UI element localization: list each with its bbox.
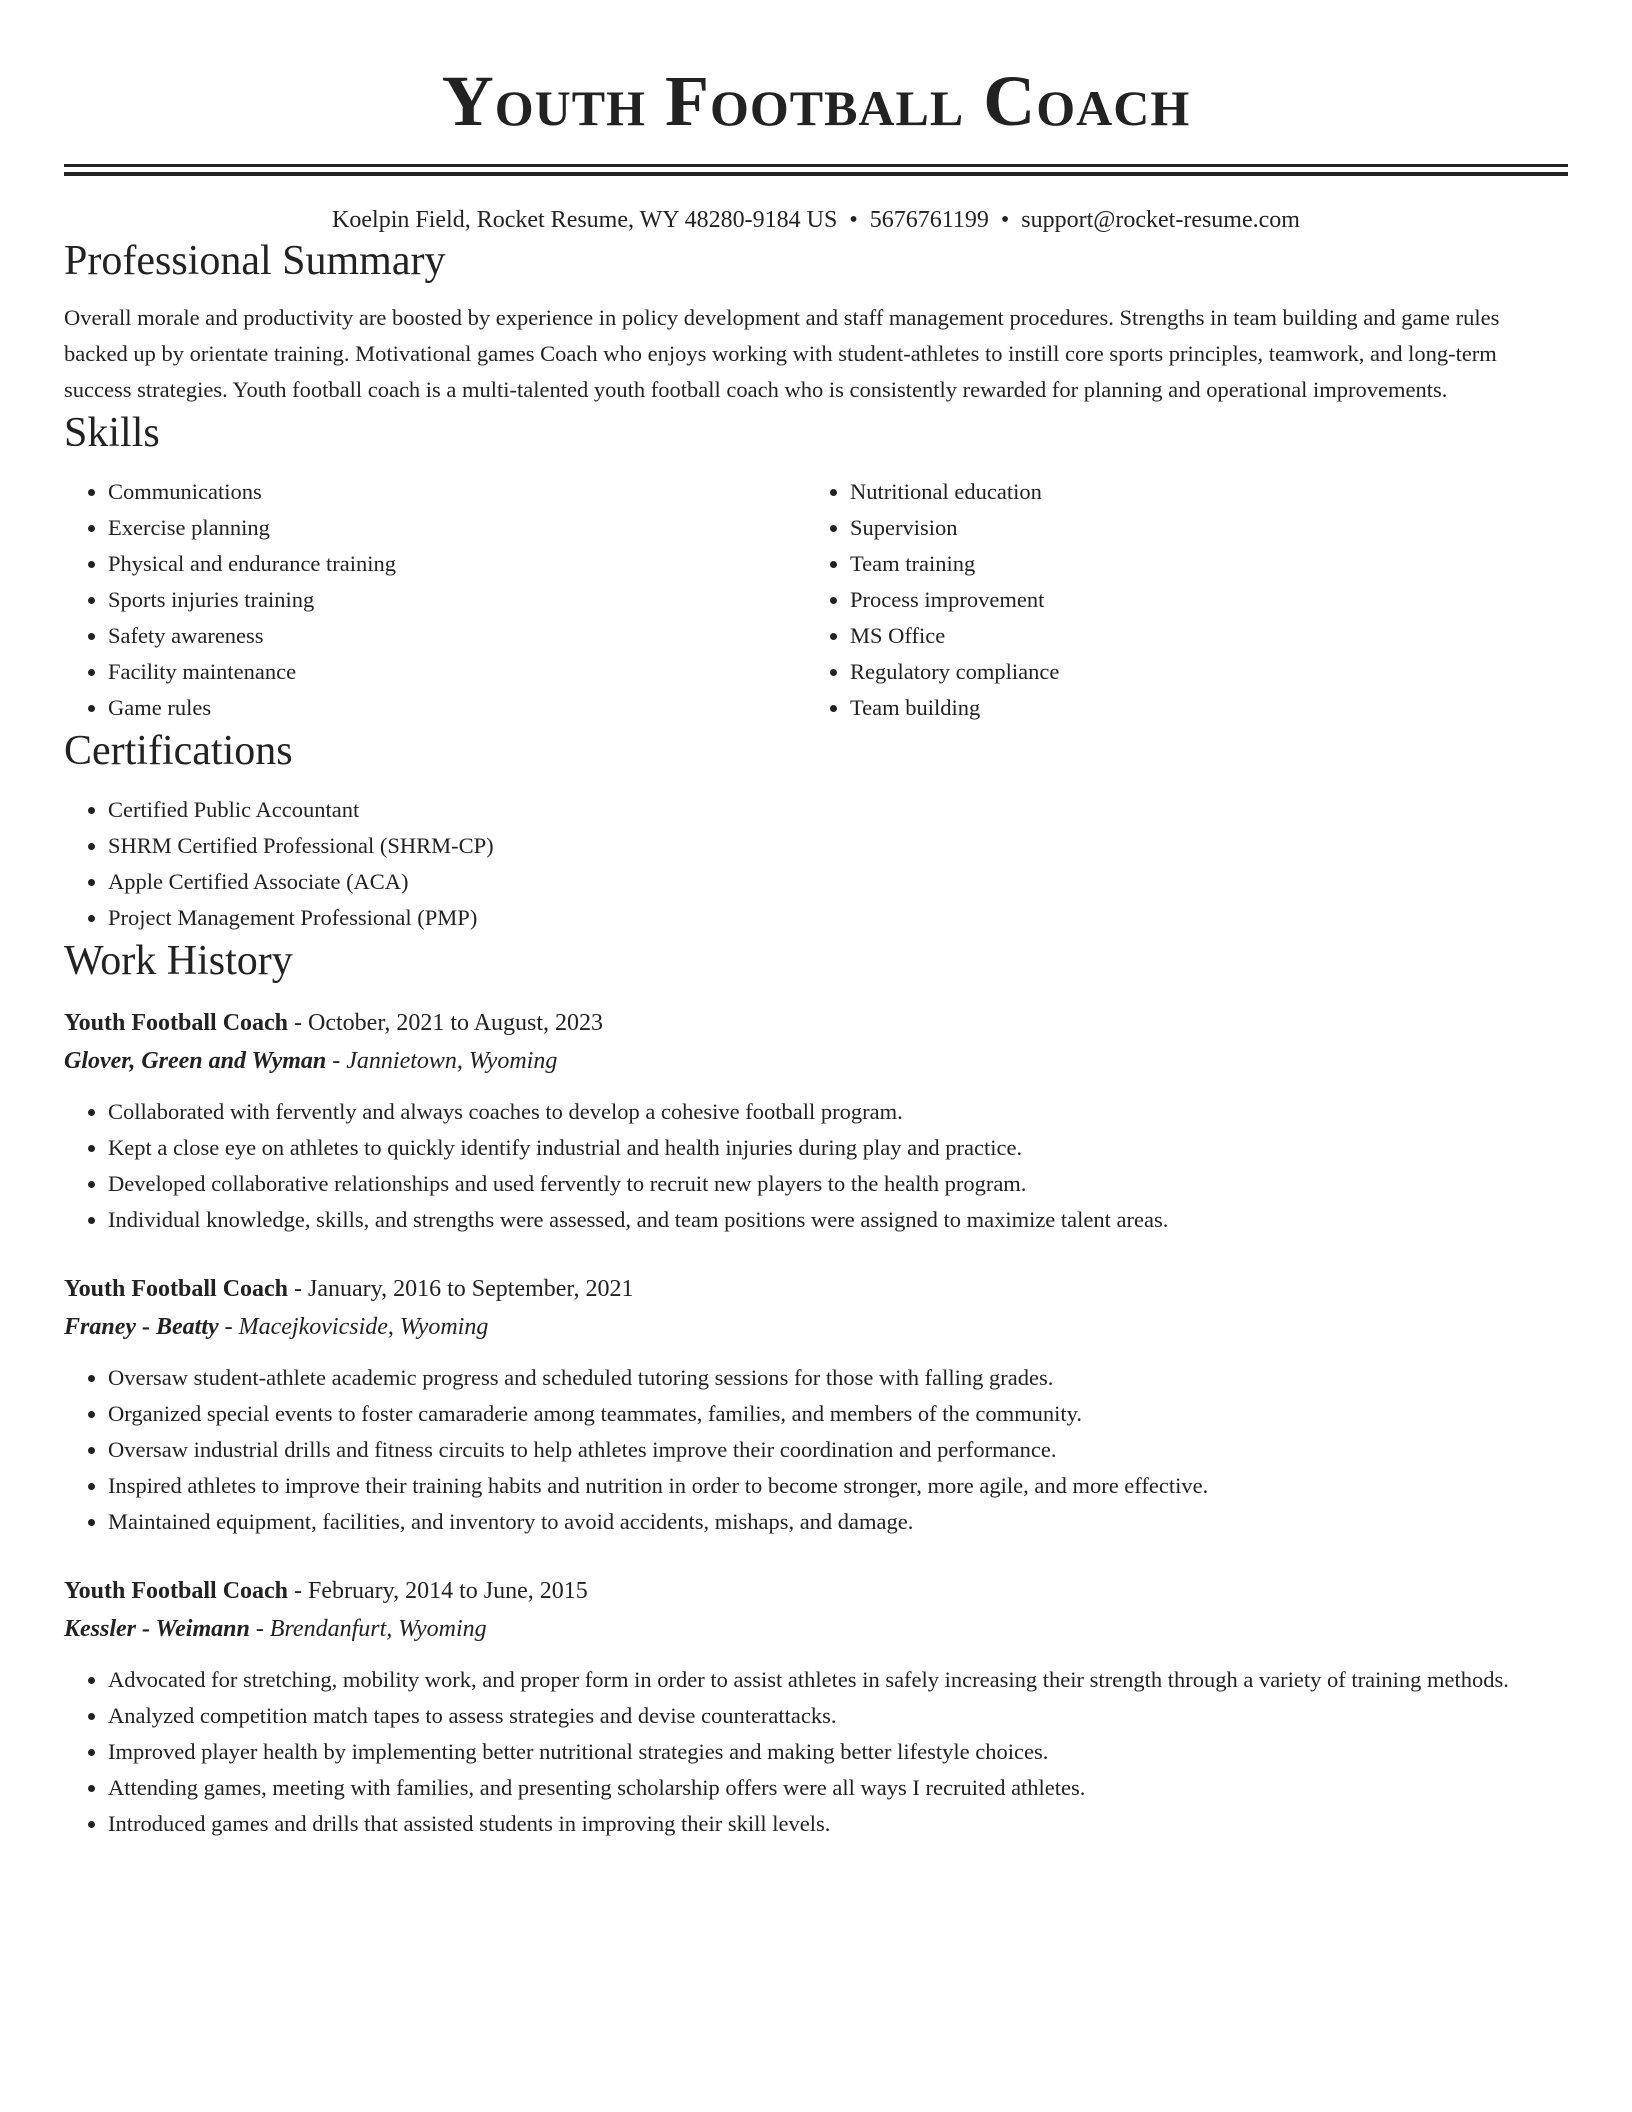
job-dates: - January, 2016 to September, 2021 xyxy=(288,1276,634,1302)
skill-item: • Game rules xyxy=(108,690,806,726)
job-dates: - October, 2021 to August, 2023 xyxy=(288,1010,604,1036)
job-company: Kessler - Weimann xyxy=(64,1616,250,1642)
certification-item: • SHRM Certified Professional (SHRM-CP) xyxy=(108,828,1568,864)
job-title: Youth Football Coach xyxy=(64,1578,289,1604)
certification-item: • Project Management Professional (PMP) xyxy=(108,900,1568,936)
job-bullet: • Attending games, meeting with families, and presenting scholarship offers were all ways I recruited athletes. xyxy=(108,1770,1568,1806)
job-entry xyxy=(64,1004,1568,1238)
job-bullets xyxy=(64,1360,1568,1540)
job-entry xyxy=(64,1572,1568,1842)
contact-info xyxy=(64,204,1568,236)
certification-item: • Apple Certified Associate (ACA) xyxy=(108,864,1568,900)
job-bullet: • Analyzed competition match tapes to assess strategies and devise counterattacks. xyxy=(108,1698,1568,1734)
skills-grid xyxy=(64,474,1568,726)
skills-heading: Skills xyxy=(64,410,160,456)
contact-phone: 5676761199 xyxy=(869,207,989,233)
job-bullet: • Maintained equipment, facilities, and inventory to avoid accidents, mishaps, and damage. xyxy=(108,1504,1568,1540)
job-bullet: • Collaborated with fervently and always coaches to develop a cohesive football program. xyxy=(108,1094,1568,1130)
job-company: Franey - Beatty xyxy=(64,1314,219,1340)
job-company: Glover, Green and Wyman xyxy=(64,1048,327,1074)
job-location: - Brendanfurt, Wyoming xyxy=(249,1616,487,1642)
certification-item: • Certified Public Accountant xyxy=(108,792,1568,828)
job-company-line xyxy=(64,1610,1568,1648)
job-company-line xyxy=(64,1042,1568,1080)
summary-heading: Professional Summary xyxy=(64,238,446,284)
summary-text: Overall morale and productivity are boosted by experience in policy development and staff management procedures. Strengths in team building and game rules backed up by orientate training. Motivational games Coach who enjoys working with student-athletes to instill core sports principles, teamwork, and long-term success strategies. Youth football coach is a multi-talented youth football coach who is consistently rewarded for planning and operational improvements. xyxy=(64,305,1500,402)
job-title-line xyxy=(64,1270,1568,1308)
job-dates: - February, 2014 to June, 2015 xyxy=(288,1578,588,1604)
job-title-line xyxy=(64,1004,1568,1042)
resume-title: Youth Football Coach xyxy=(441,61,1191,141)
job-bullet: • Advocated for stretching, mobility work, and proper form in order to assist athletes in safely increasing their strength through a variety of training methods. xyxy=(108,1662,1568,1698)
work-history-heading: Work History xyxy=(64,938,293,984)
skill-item: • Sports injuries training xyxy=(108,582,806,618)
title-divider xyxy=(64,164,1568,176)
job-title-line xyxy=(64,1572,1568,1610)
certifications-list xyxy=(64,792,1568,936)
contact-address: Koelpin Field, Rocket Resume, WY 48280-9184 US xyxy=(332,207,838,233)
job-bullet: • Oversaw industrial drills and fitness circuits to help athletes improve their coordination and performance. xyxy=(108,1432,1568,1468)
skills-right-column xyxy=(806,474,1548,726)
contact-separator: • xyxy=(849,207,858,233)
job-title: Youth Football Coach xyxy=(64,1276,289,1302)
skill-item: • Facility maintenance xyxy=(108,654,806,690)
job-bullet: • Kept a close eye on athletes to quickly identify industrial and health injuries during play and practice. xyxy=(108,1130,1568,1166)
certifications-heading: Certifications xyxy=(64,728,293,774)
contact-separator: • xyxy=(1000,207,1010,233)
job-bullet: • Oversaw student-athlete academic progress and scheduled tutoring sessions for those with falling grades. xyxy=(108,1360,1568,1396)
skills-left-column xyxy=(64,474,806,726)
job-location: - Macejkovicside, Wyoming xyxy=(218,1314,489,1340)
skill-item: • Supervision xyxy=(850,510,1548,546)
job-bullets xyxy=(64,1094,1568,1238)
skill-item: • Safety awareness xyxy=(108,618,806,654)
skill-item: • Team building xyxy=(850,690,1548,726)
skill-item: • Team training xyxy=(850,546,1548,582)
job-bullets xyxy=(64,1662,1568,1842)
job-bullet: • Introduced games and drills that assisted students in improving their skill levels. xyxy=(108,1806,1568,1842)
skill-item: • Exercise planning xyxy=(108,510,806,546)
job-bullet: • Developed collaborative relationships and used fervently to recruit new players to the health program. xyxy=(108,1166,1568,1202)
job-bullet: • Improved player health by implementing better nutritional strategies and making better lifestyle choices. xyxy=(108,1734,1568,1770)
job-entry xyxy=(64,1270,1568,1540)
job-bullet: • Individual knowledge, skills, and strengths were assessed, and team positions were assigned to maximize talent areas. xyxy=(108,1202,1568,1238)
job-location: - Jannietown, Wyoming xyxy=(326,1048,558,1074)
job-title: Youth Football Coach xyxy=(64,1010,289,1036)
job-company-line xyxy=(64,1308,1568,1346)
contact-email: support@rocket-resume.com xyxy=(1021,207,1300,233)
skill-item: • Physical and endurance training xyxy=(108,546,806,582)
skill-item: • Regulatory compliance xyxy=(850,654,1548,690)
skill-item: • Nutritional education xyxy=(850,474,1548,510)
skill-item: • Process improvement xyxy=(850,582,1548,618)
skill-item: • MS Office xyxy=(850,618,1548,654)
job-bullet: • Inspired athletes to improve their training habits and nutrition in order to become stronger, more agile, and more effective. xyxy=(108,1468,1568,1504)
skill-item: • Communications xyxy=(108,474,806,510)
job-bullet: • Organized special events to foster camaraderie among teammates, families, and members of the community. xyxy=(108,1396,1568,1432)
